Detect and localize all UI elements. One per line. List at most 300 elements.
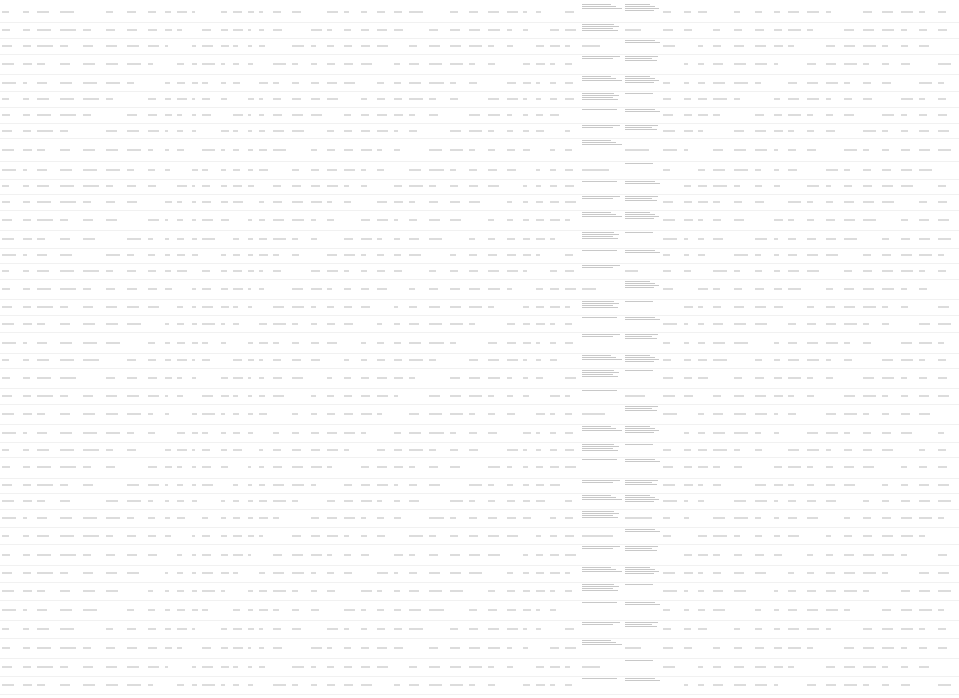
cell-value-mark bbox=[106, 413, 118, 414]
cell-value-mark bbox=[774, 467, 782, 468]
cell-value-mark bbox=[429, 685, 441, 686]
table-cell bbox=[258, 353, 271, 369]
table-cell bbox=[82, 353, 103, 369]
cell-value-mark bbox=[755, 554, 764, 555]
table-cell bbox=[343, 179, 358, 195]
table-cell bbox=[449, 230, 466, 248]
table-cell bbox=[272, 263, 289, 279]
table-cell bbox=[272, 22, 289, 38]
cell-value-mark bbox=[165, 99, 172, 100]
cell-value-mark bbox=[344, 685, 353, 686]
cell-text-lines bbox=[582, 24, 623, 32]
cell-value-mark bbox=[273, 485, 284, 486]
table-cell bbox=[697, 74, 710, 92]
cell-value-mark bbox=[23, 306, 31, 307]
cell-value-mark bbox=[361, 306, 370, 307]
cell-value-mark bbox=[202, 306, 213, 307]
table-cell bbox=[147, 194, 162, 210]
table-cell bbox=[549, 161, 562, 179]
cell-value-mark bbox=[469, 238, 475, 239]
cell-value-mark bbox=[901, 413, 910, 414]
table-cell bbox=[564, 527, 579, 545]
cell-value-mark bbox=[774, 149, 778, 150]
cell-value-mark bbox=[327, 30, 332, 31]
table-cell bbox=[291, 194, 308, 210]
cell-value-mark bbox=[248, 685, 253, 686]
table-cell bbox=[247, 676, 255, 694]
cell-value-mark bbox=[844, 573, 855, 574]
cell-value-mark bbox=[37, 149, 44, 150]
table-cell bbox=[36, 442, 57, 458]
table-cell bbox=[82, 91, 103, 107]
table-cell bbox=[247, 179, 255, 195]
cell-value-mark bbox=[2, 219, 12, 220]
table-cell bbox=[468, 478, 485, 494]
table-cell bbox=[126, 442, 145, 458]
cell-value-mark bbox=[409, 99, 423, 100]
cell-value-mark bbox=[663, 667, 675, 668]
cell-value-mark bbox=[938, 685, 951, 686]
table-cell bbox=[164, 194, 174, 210]
table-cell bbox=[683, 544, 696, 564]
cell-text-lines bbox=[582, 602, 623, 604]
table-cell bbox=[624, 74, 659, 92]
cell-value-mark bbox=[248, 591, 253, 592]
cell-value-mark bbox=[344, 12, 349, 13]
cell-value-mark bbox=[2, 149, 14, 150]
cell-text-lines bbox=[582, 567, 623, 573]
table-cell bbox=[201, 509, 218, 527]
table-cell bbox=[624, 493, 659, 509]
cell-value-mark bbox=[127, 554, 137, 555]
table-cell bbox=[937, 638, 954, 658]
cell-value-mark bbox=[507, 238, 515, 239]
cell-value-mark bbox=[663, 201, 673, 202]
table-row bbox=[0, 332, 959, 353]
cell-value-mark bbox=[192, 467, 196, 468]
cell-value-mark bbox=[844, 169, 850, 170]
cell-value-mark bbox=[450, 306, 461, 307]
table-cell bbox=[754, 91, 771, 107]
table-cell bbox=[376, 263, 391, 279]
cell-value-mark bbox=[377, 667, 388, 668]
cell-value-mark bbox=[826, 591, 837, 592]
table-cell bbox=[36, 424, 57, 442]
cell-value-mark bbox=[273, 554, 282, 555]
cell-value-mark bbox=[550, 149, 554, 150]
table-cell bbox=[232, 676, 245, 694]
table-cell bbox=[247, 194, 255, 210]
table-cell bbox=[258, 161, 271, 179]
table-cell bbox=[549, 22, 562, 38]
table-cell bbox=[806, 478, 823, 494]
table-cell bbox=[247, 353, 255, 369]
cell-value-mark bbox=[292, 342, 300, 343]
cell-value-mark bbox=[536, 610, 540, 611]
cell-value-mark bbox=[788, 396, 794, 397]
cell-value-mark bbox=[202, 573, 213, 574]
cell-value-mark bbox=[83, 517, 97, 518]
table-cell bbox=[564, 332, 579, 352]
cell-value-mark bbox=[755, 45, 766, 46]
cell-value-mark bbox=[698, 432, 705, 433]
table-cell bbox=[147, 107, 162, 123]
table-cell bbox=[881, 527, 898, 545]
cell-value-mark bbox=[901, 306, 909, 307]
cell-value-mark bbox=[663, 114, 673, 115]
cell-value-mark bbox=[327, 517, 336, 518]
cell-value-mark bbox=[755, 130, 766, 131]
cell-value-mark bbox=[192, 45, 197, 46]
cell-value-mark bbox=[344, 535, 349, 536]
cell-value-mark bbox=[177, 99, 186, 100]
cell-text-lines bbox=[582, 640, 623, 646]
table-cell bbox=[408, 478, 427, 494]
cell-value-mark bbox=[202, 114, 211, 115]
cell-value-mark bbox=[344, 149, 353, 150]
table-cell bbox=[843, 493, 860, 509]
table-cell bbox=[564, 22, 579, 38]
cell-value-mark bbox=[488, 432, 497, 433]
table-cell bbox=[581, 248, 623, 264]
table-cell bbox=[176, 210, 189, 230]
cell-value-mark bbox=[550, 396, 559, 397]
cell-text-lines bbox=[625, 660, 659, 662]
cell-value-mark bbox=[938, 201, 947, 202]
table-cell bbox=[773, 620, 786, 638]
cell-value-mark bbox=[377, 360, 385, 361]
table-cell bbox=[393, 527, 406, 545]
table-cell bbox=[697, 368, 710, 388]
cell-value-mark bbox=[409, 12, 423, 13]
table-cell bbox=[428, 123, 447, 139]
table-cell bbox=[376, 388, 391, 404]
table-cell bbox=[900, 404, 917, 424]
cell-value-mark bbox=[344, 360, 349, 361]
table-cell bbox=[376, 478, 391, 494]
cell-value-mark bbox=[202, 63, 215, 64]
table-cell bbox=[105, 91, 124, 107]
cell-value-mark bbox=[165, 288, 173, 289]
cell-value-mark bbox=[774, 63, 778, 64]
table-cell bbox=[428, 493, 447, 509]
cell-value-mark bbox=[377, 610, 384, 611]
cell-value-mark bbox=[863, 99, 872, 100]
cell-value-mark bbox=[882, 685, 890, 686]
cell-value-mark bbox=[23, 591, 32, 592]
cell-value-mark bbox=[663, 500, 677, 501]
cell-value-mark bbox=[901, 114, 907, 115]
cell-value-mark bbox=[177, 323, 184, 324]
table-cell bbox=[247, 527, 255, 545]
cell-value-mark bbox=[469, 255, 477, 256]
table-cell bbox=[787, 600, 804, 620]
cell-value-mark bbox=[83, 288, 90, 289]
table-cell bbox=[468, 368, 485, 388]
table-cell bbox=[624, 527, 659, 545]
cell-value-mark bbox=[507, 449, 518, 450]
table-cell bbox=[272, 107, 289, 123]
table-cell bbox=[843, 230, 860, 248]
table-cell bbox=[220, 388, 230, 404]
cell-value-mark bbox=[233, 378, 242, 379]
cell-value-mark bbox=[663, 467, 673, 468]
cell-value-mark bbox=[23, 667, 31, 668]
cell-value-mark bbox=[344, 554, 351, 555]
cell-value-mark bbox=[807, 99, 820, 100]
cell-value-mark bbox=[2, 610, 16, 611]
table-cell bbox=[733, 299, 752, 315]
table-cell bbox=[291, 38, 308, 54]
cell-value-mark bbox=[684, 63, 688, 64]
table-cell bbox=[624, 279, 659, 299]
cell-value-mark bbox=[273, 378, 282, 379]
table-cell bbox=[22, 638, 35, 658]
cell-value-mark bbox=[507, 30, 512, 31]
cell-value-mark bbox=[292, 186, 301, 187]
table-cell bbox=[176, 299, 189, 315]
cell-value-mark bbox=[488, 45, 494, 46]
cell-value-mark bbox=[807, 517, 818, 518]
cell-value-mark bbox=[550, 82, 556, 83]
table-cell bbox=[549, 600, 562, 620]
cell-text-lines bbox=[582, 140, 623, 146]
table-cell bbox=[326, 600, 341, 620]
table-cell bbox=[487, 544, 504, 564]
cell-value-mark bbox=[177, 130, 183, 131]
table-cell bbox=[310, 424, 325, 442]
table-cell bbox=[697, 22, 710, 38]
cell-value-mark bbox=[507, 591, 515, 592]
table-cell bbox=[82, 527, 103, 545]
cell-value-mark bbox=[394, 685, 400, 686]
cell-value-mark bbox=[488, 169, 497, 170]
table-cell bbox=[376, 91, 391, 107]
table-cell bbox=[918, 442, 935, 458]
cell-value-mark bbox=[394, 130, 398, 131]
cell-value-mark bbox=[148, 186, 156, 187]
table-cell bbox=[581, 527, 623, 545]
table-cell bbox=[164, 600, 174, 620]
table-cell bbox=[1, 230, 20, 248]
table-cell bbox=[900, 248, 917, 264]
table-cell bbox=[1, 179, 20, 195]
table-cell bbox=[258, 565, 271, 583]
cell-value-mark bbox=[106, 591, 118, 592]
cell-value-mark bbox=[394, 342, 401, 343]
table-cell bbox=[487, 38, 504, 54]
table-cell bbox=[825, 582, 842, 600]
table-cell bbox=[408, 509, 427, 527]
cell-value-mark bbox=[734, 432, 748, 433]
table-cell bbox=[937, 2, 954, 22]
table-cell bbox=[428, 527, 447, 545]
table-cell bbox=[806, 638, 823, 658]
cell-value-mark bbox=[327, 219, 334, 220]
table-cell bbox=[343, 565, 358, 583]
cell-value-mark bbox=[663, 271, 671, 272]
cell-value-mark bbox=[409, 591, 419, 592]
cell-value-mark bbox=[273, 573, 284, 574]
table-cell bbox=[1, 315, 20, 333]
cell-value-mark bbox=[788, 271, 799, 272]
cell-value-mark bbox=[60, 12, 74, 13]
table-cell bbox=[36, 2, 57, 22]
table-cell bbox=[360, 478, 375, 494]
cell-value-mark bbox=[83, 186, 99, 187]
cell-value-mark bbox=[469, 500, 475, 501]
table-cell bbox=[59, 565, 80, 583]
cell-value-mark bbox=[248, 186, 254, 187]
table-cell bbox=[862, 457, 879, 477]
cell-value-mark bbox=[106, 648, 114, 649]
table-cell bbox=[36, 676, 57, 694]
cell-value-mark bbox=[663, 342, 670, 343]
table-cell bbox=[900, 91, 917, 107]
cell-value-mark bbox=[826, 573, 835, 574]
cell-value-mark bbox=[523, 342, 531, 343]
table-cell bbox=[247, 91, 255, 107]
table-cell bbox=[564, 179, 579, 195]
table-cell bbox=[201, 138, 218, 160]
cell-value-mark bbox=[663, 12, 671, 13]
cell-value-mark bbox=[863, 271, 872, 272]
table-cell bbox=[376, 315, 391, 333]
table-cell bbox=[164, 299, 174, 315]
cell-value-mark bbox=[221, 255, 226, 256]
cell-value-mark bbox=[807, 449, 820, 450]
cell-value-mark bbox=[192, 82, 198, 83]
table-cell bbox=[733, 210, 752, 230]
cell-value-mark bbox=[327, 130, 334, 131]
cell-value-mark bbox=[882, 517, 891, 518]
cell-value-mark bbox=[311, 413, 318, 414]
table-cell bbox=[59, 22, 80, 38]
table-cell bbox=[787, 658, 804, 676]
cell-value-mark bbox=[148, 485, 159, 486]
cell-value-mark bbox=[550, 485, 559, 486]
table-cell bbox=[164, 544, 174, 564]
table-cell bbox=[754, 161, 771, 179]
table-cell bbox=[564, 368, 579, 388]
table-cell bbox=[126, 544, 145, 564]
cell-value-mark bbox=[292, 573, 305, 574]
table-cell bbox=[549, 279, 562, 299]
cell-value-mark bbox=[409, 554, 416, 555]
table-cell bbox=[487, 368, 504, 388]
table-cell bbox=[360, 638, 375, 658]
table-cell bbox=[232, 404, 245, 424]
table-cell bbox=[428, 478, 447, 494]
cell-value-mark bbox=[177, 271, 186, 272]
cell-value-mark bbox=[507, 610, 516, 611]
table-cell bbox=[881, 38, 898, 54]
cell-value-mark bbox=[165, 219, 169, 220]
table-cell bbox=[697, 248, 710, 264]
table-cell bbox=[937, 509, 954, 527]
table-cell bbox=[326, 263, 341, 279]
cell-value-mark bbox=[488, 306, 494, 307]
table-cell bbox=[733, 263, 752, 279]
cell-value-mark bbox=[625, 517, 652, 518]
table-cell bbox=[393, 22, 406, 38]
cell-value-mark bbox=[469, 685, 475, 686]
cell-value-mark bbox=[23, 255, 27, 256]
cell-value-mark bbox=[625, 396, 644, 397]
table-cell bbox=[1, 544, 20, 564]
table-cell bbox=[428, 368, 447, 388]
table-cell bbox=[862, 509, 879, 527]
table-cell bbox=[105, 638, 124, 658]
cell-value-mark bbox=[788, 45, 794, 46]
table-cell bbox=[36, 210, 57, 230]
cell-value-mark bbox=[127, 667, 139, 668]
table-cell bbox=[326, 332, 341, 352]
table-cell bbox=[105, 74, 124, 92]
table-cell bbox=[881, 54, 898, 74]
cell-value-mark bbox=[807, 82, 818, 83]
table-cell bbox=[825, 404, 842, 424]
table-cell bbox=[487, 404, 504, 424]
table-cell bbox=[220, 478, 230, 494]
table-cell bbox=[825, 263, 842, 279]
table-cell bbox=[449, 107, 466, 123]
cell-value-mark bbox=[409, 201, 416, 202]
cell-value-mark bbox=[273, 648, 282, 649]
table-cell bbox=[291, 107, 308, 123]
table-cell bbox=[449, 478, 466, 494]
cell-value-mark bbox=[377, 485, 388, 486]
cell-value-mark bbox=[450, 467, 459, 468]
cell-value-mark bbox=[713, 610, 725, 611]
table-cell bbox=[1, 332, 20, 352]
cell-value-mark bbox=[713, 82, 725, 83]
cell-value-mark bbox=[488, 413, 496, 414]
table-cell bbox=[176, 194, 189, 210]
cell-value-mark bbox=[148, 360, 156, 361]
cell-value-mark bbox=[259, 396, 266, 397]
cell-value-mark bbox=[565, 413, 572, 414]
cell-value-mark bbox=[450, 149, 463, 150]
cell-value-mark bbox=[507, 396, 514, 397]
cell-value-mark bbox=[919, 288, 927, 289]
table-cell bbox=[712, 54, 731, 74]
table-cell bbox=[258, 279, 271, 299]
cell-value-mark bbox=[919, 238, 930, 239]
cell-value-mark bbox=[327, 45, 334, 46]
table-cell bbox=[862, 91, 879, 107]
table-cell bbox=[937, 388, 954, 404]
table-cell bbox=[408, 388, 427, 404]
cell-value-mark bbox=[684, 255, 690, 256]
table-cell bbox=[1, 565, 20, 583]
cell-value-mark bbox=[663, 45, 675, 46]
cell-value-mark bbox=[327, 186, 338, 187]
cell-value-mark bbox=[523, 378, 528, 379]
table-cell bbox=[105, 315, 124, 333]
table-cell bbox=[843, 138, 860, 160]
table-cell bbox=[220, 299, 230, 315]
table-cell bbox=[549, 54, 562, 74]
cell-value-mark bbox=[755, 610, 761, 611]
cell-value-mark bbox=[788, 648, 801, 649]
table-row bbox=[0, 230, 959, 249]
table-cell bbox=[272, 161, 289, 179]
table-cell bbox=[22, 620, 35, 638]
cell-value-mark bbox=[429, 82, 443, 83]
table-cell bbox=[376, 123, 391, 139]
cell-value-mark bbox=[684, 485, 693, 486]
